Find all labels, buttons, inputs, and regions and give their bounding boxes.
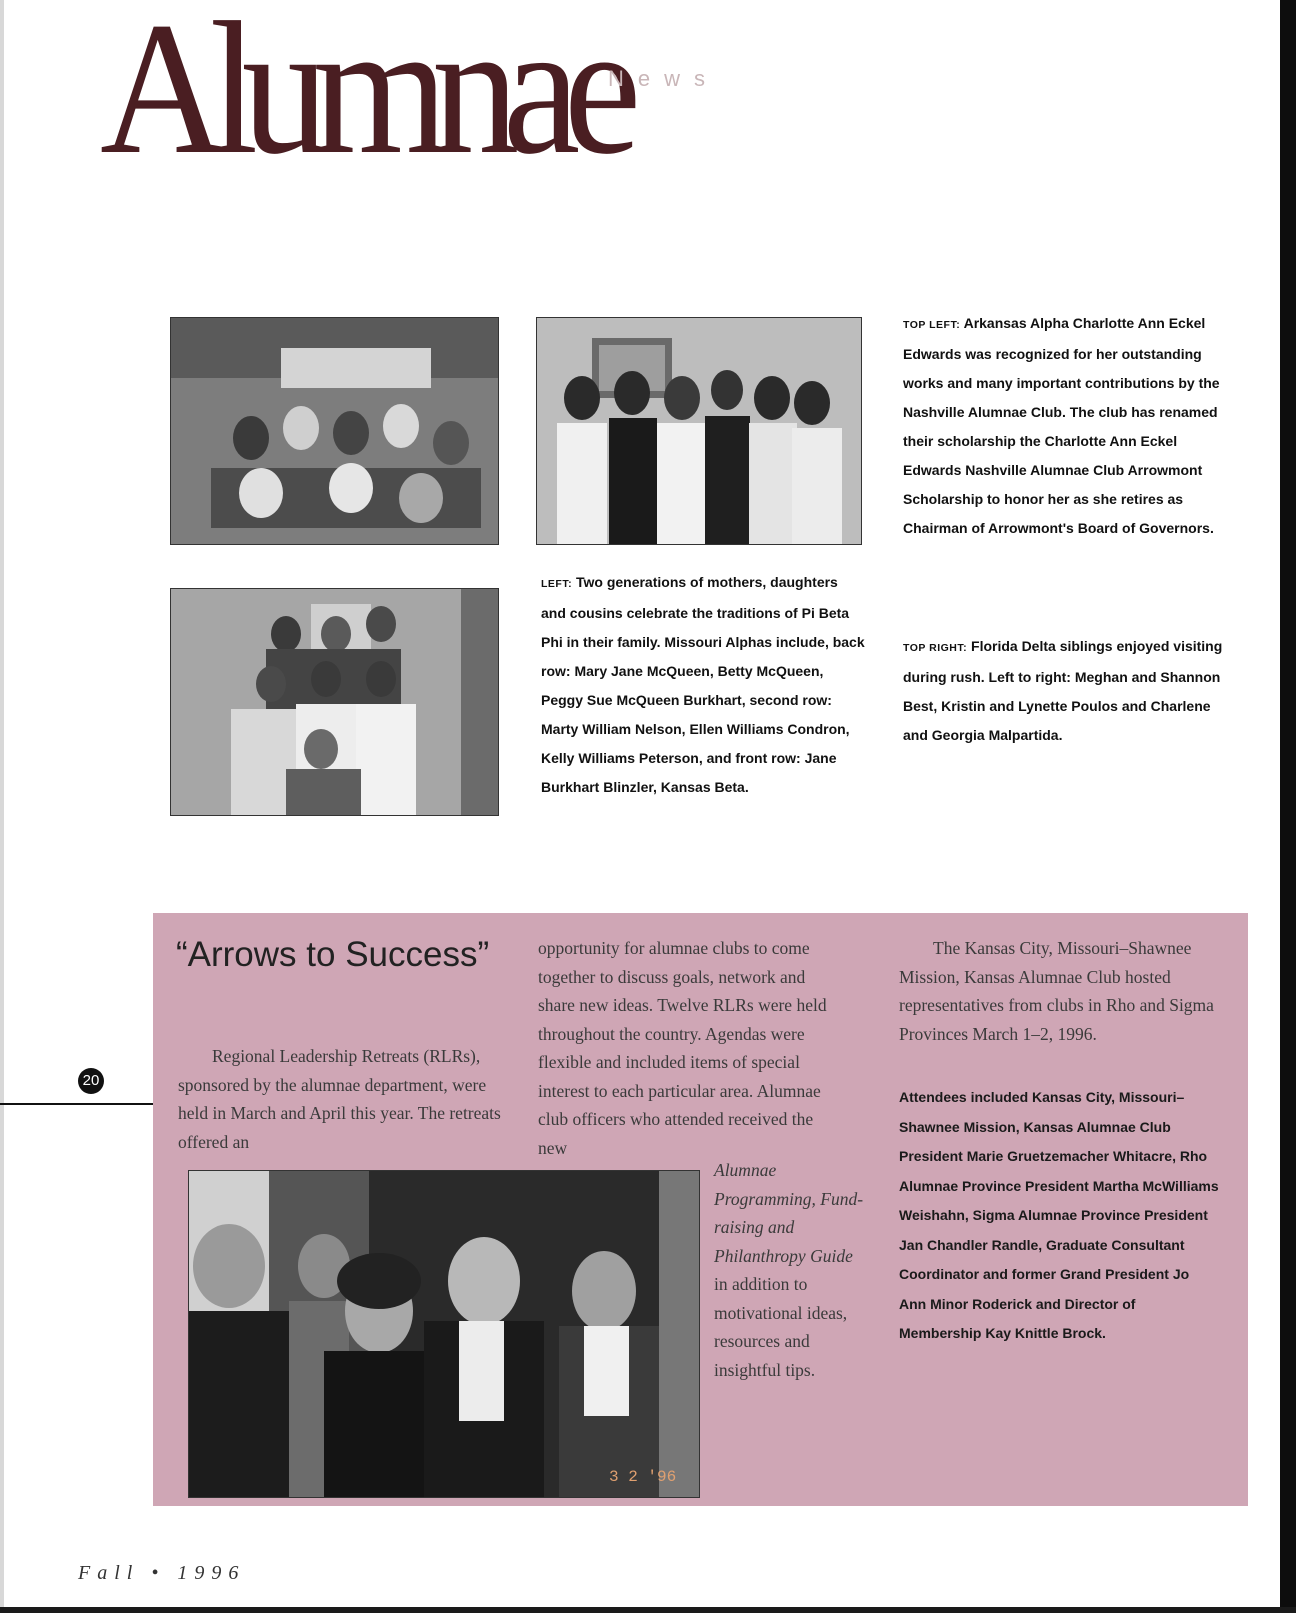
caption-top-left-text: Arkansas Alpha Charlotte Ann Eckel Edwards was recognized for her outstanding works and many important contributions by the Nashville Alumnae Club. The club has renamed their scholarship the Charlotte Ann Eckel Edwards Nashville Alumnae Club Arrowmont Scholarship to honor her as she retires as Chairman of Arrowmont's Board of Governors. xyxy=(903,315,1220,536)
caption-left-label: LEFT: xyxy=(541,578,573,590)
caption-top-right-label: TOP RIGHT: xyxy=(903,642,968,654)
photo-top-right xyxy=(536,317,862,545)
page-number-rule xyxy=(0,1103,153,1105)
caption-top-right xyxy=(903,632,1229,750)
article-headline: “Arrows to Success” xyxy=(176,935,490,974)
issue-footer: Fall • 1996 xyxy=(78,1562,246,1584)
masthead-subtitle: News xyxy=(608,66,720,91)
masthead-title: Alumnae xyxy=(100,0,625,194)
caption-top-right-text: Florida Delta siblings enjoyed visiting during rush. Left to right: Meghan and Shannon Best, Kristin and Lynette Poulos and Charlene and Georgia Malpartida. xyxy=(903,638,1223,743)
group-photo-image xyxy=(171,318,498,544)
guide-rest: in addition to motivational ideas, resources and insightful tips. xyxy=(714,1274,848,1380)
page-bottom-edge xyxy=(0,1607,1296,1613)
page-right-edge xyxy=(1280,0,1296,1613)
sisters-photo-image xyxy=(537,318,861,544)
article-attendees: Attendees included Kansas City, Missouri–Shawnee Mission, Kansas Alumnae Club President Marie Gruetzemacher Whitacre, Rho Alumnae Province President Martha McWilliams Weishahn, Sigma Alumnae Province President Jan Chandler Randle, Graduate Consultant Coordinator and former Grand President Jo Ann Minor Roderick and Director of Membership Kay Knittle Brock. xyxy=(899,1089,1219,1341)
guide-title: Alumnae Programming, Fund-raising and Philanthropy Guide xyxy=(714,1160,864,1266)
caption-top-left-label: TOP LEFT: xyxy=(903,319,961,331)
page-left-edge xyxy=(0,0,4,1613)
article-col2-continued xyxy=(714,1156,864,1384)
photo-rlr-group xyxy=(188,1170,700,1498)
rlr-group-image xyxy=(189,1171,699,1497)
caption-left xyxy=(541,568,866,802)
article-col2: opportunity for alumnae clubs to come together to discuss goals, network and share new ideas. Twelve RLRs were held throughout the country. Agendas were flexible and included items of special interest to each particular area. Alumnae club officers who attended received the new xyxy=(538,938,827,1158)
caption-left-text: Two generations of mothers, daughters and cousins celebrate the traditions of Pi Beta Phi in their family. Missouri Alphas include, back row: Mary Jane McQueen, Betty McQueen, Peggy Sue McQueen Burkhart, second row: Marty William Nelson, Ellen Williams Condron, Kelly Williams Peterson, and front row: Jane Burkhart Blinzler, Kansas Beta. xyxy=(541,574,865,795)
article-col1: Regional Leadership Retreats (RLRs), sponsored by the alumnae department, were held in March and April this year. The retreats offered an xyxy=(178,1046,501,1152)
photo-left xyxy=(170,588,499,816)
photo-date-stamp: 3 2 '96 xyxy=(609,1468,677,1486)
family-photo-image xyxy=(171,589,498,815)
photo-top-left xyxy=(170,317,499,545)
article-col3: The Kansas City, Missouri–Shawnee Mission, Kansas Alumnae Club hosted representatives from clubs in Rho and Sigma Provinces March 1–2, 1996. xyxy=(899,938,1214,1044)
caption-top-left xyxy=(903,309,1229,543)
page-number-badge: 20 xyxy=(78,1068,104,1094)
